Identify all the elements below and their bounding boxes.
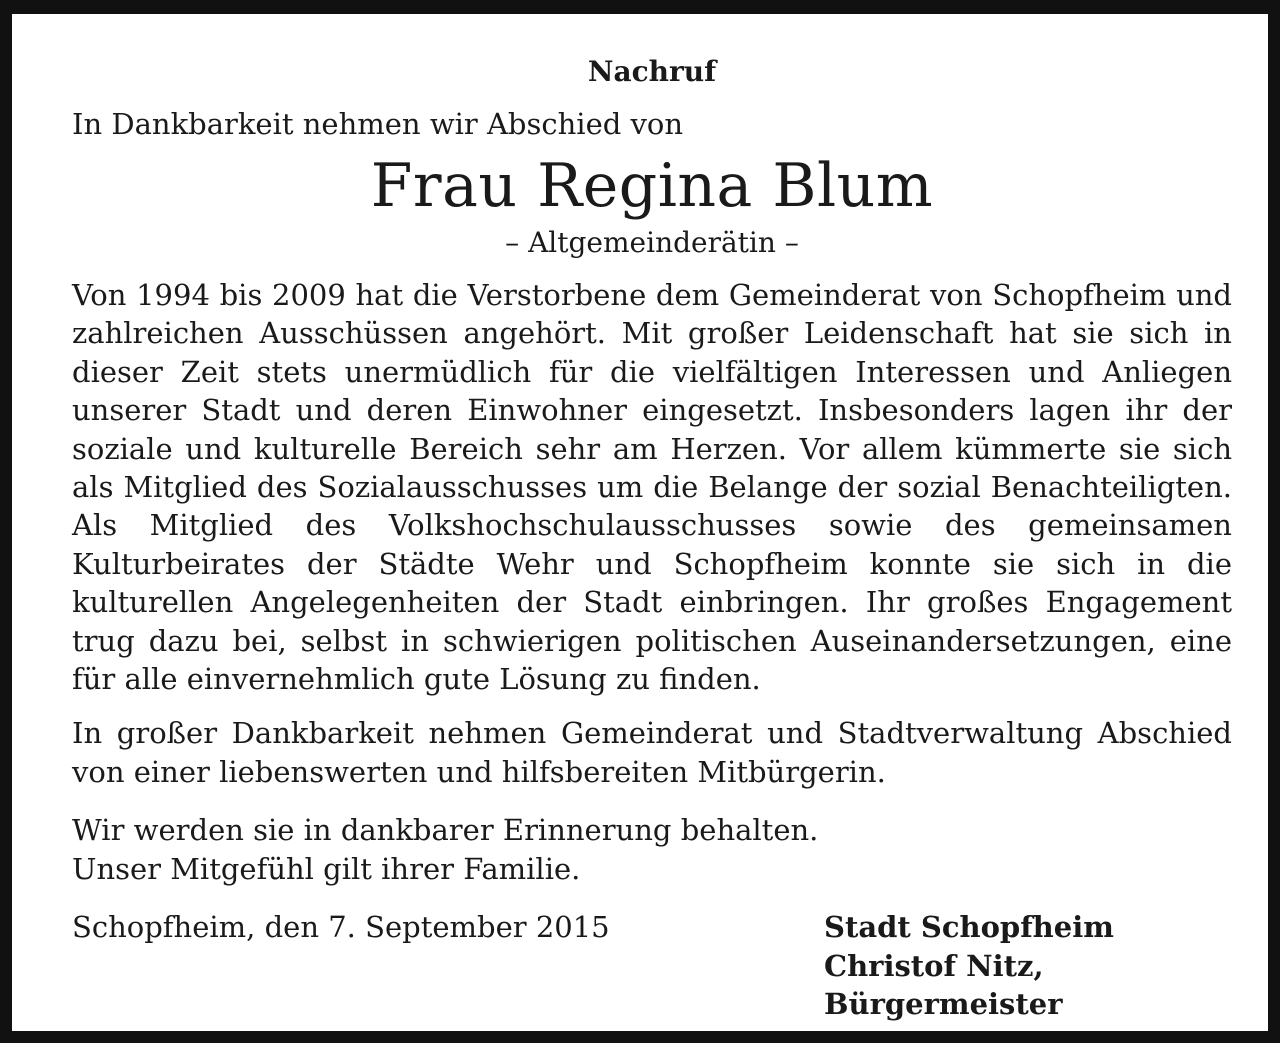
notice-heading: Nachruf [587, 55, 717, 88]
signature-block [824, 908, 1232, 1023]
tribute-paragraph: Von 1994 bis 2009 hat die Verstorbene dem Gemeinderat von Schopfheim und zahlreichen Ausschüssen angehört. Mit großer Leidenschaft hat sie sich in dieser Zeit stets unermüdlich für die vielfältigen Interessen und Anliegen unserer Stadt und deren Einwohner eingesetzt. Insbesonders lagen ihr der soziale und kulturelle Bereich sehr am Herzen. Vor allem kümmerte sie sich als Mitglied des Sozialausschusses um die Belange der sozial Benachteiligten. Als Mitglied des Volkshochschulausschusses sowie des gemeinsamen Kulturbeirates der Städte Wehr und Schopfheim konnte sie sich in die kulturellen Angelegenheiten der Stadt einbringen. Ihr großes Engagement trug dazu bei, selbst in schwierigen politischen Auseinandersetzungen, eine für alle einvernehmlich gute Lösung zu finden. [72, 278, 1232, 697]
closing-line-remembrance: Wir werden sie in dankbarer Erinnerung behalten. [72, 813, 819, 848]
closing-lines [72, 811, 1232, 888]
place-date: Schopfheim, den 7. September 2015 [72, 910, 610, 945]
deceased-role: – Altgemeinderätin – [505, 226, 799, 259]
closing-line-condolence: Unser Mitgefühl gilt ihrer Familie. [72, 851, 581, 886]
signatory-person: Christof Nitz, Bürgermeister [824, 948, 1063, 1021]
farewell-paragraph: In großer Dankbarkeit nehmen Gemeinderat und Stadtverwaltung Abschied von einer liebenswerten und hilfsbereiten Mitbürgerin. [72, 716, 1232, 789]
notice-footer [72, 908, 1232, 1023]
intro-line: In Dankbarkeit nehmen wir Abschied von [72, 107, 684, 141]
deceased-name: Frau Regina Blum [370, 151, 934, 221]
notice-content [72, 52, 1232, 1023]
signatory-org: Stadt Schopfheim [824, 910, 1114, 945]
